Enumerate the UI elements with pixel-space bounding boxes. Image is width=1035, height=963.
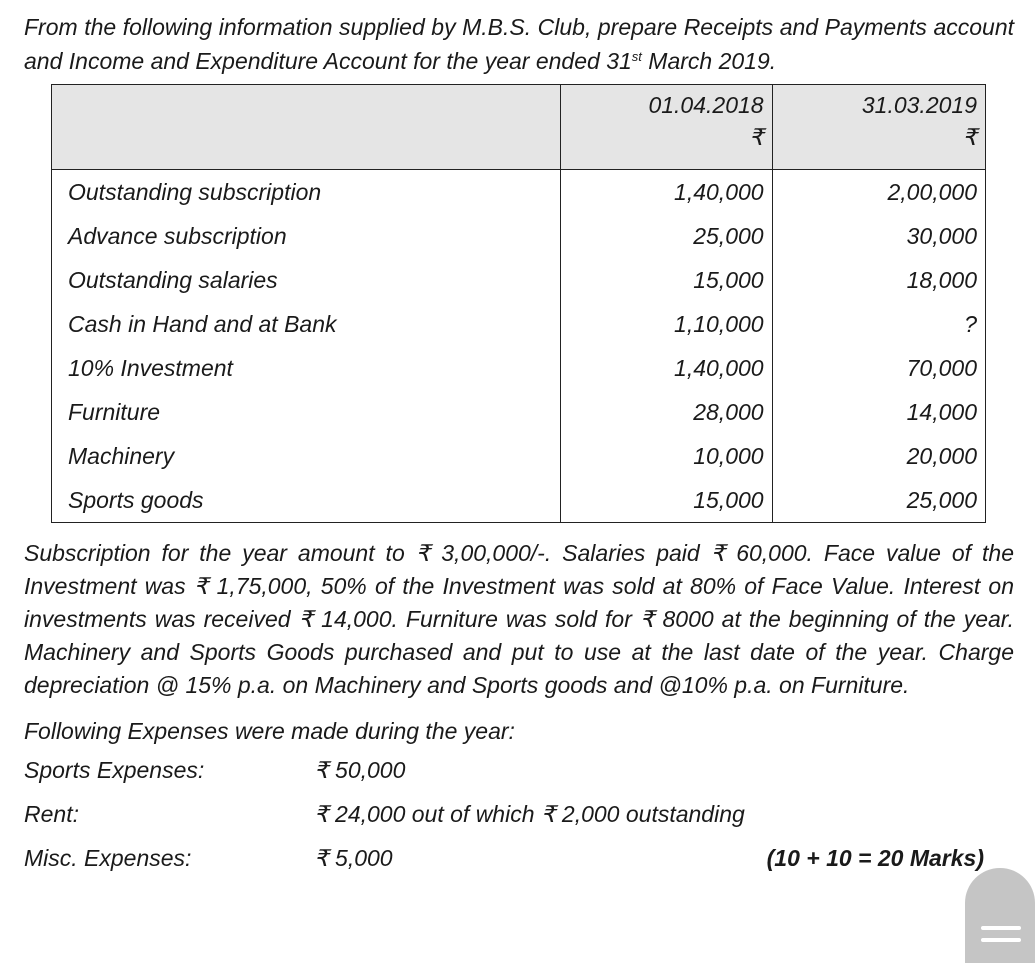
row-label: Cash in Hand and at Bank [52, 302, 561, 346]
row-opening-value: 1,40,000 [561, 346, 772, 390]
row-opening-value: 15,000 [561, 258, 772, 302]
question-page [24, 10, 1014, 880]
table-row [52, 434, 986, 478]
row-closing-value: 20,000 [772, 434, 985, 478]
row-closing-value: ? [772, 302, 985, 346]
row-opening-value: 10,000 [561, 434, 772, 478]
menu-icon-bar [981, 938, 1021, 942]
header-opening [561, 85, 772, 170]
question-notes: Subscription for the year amount to ₹ 3,00,000/-. Salaries paid ₹ 60,000. Face value of the Investment was ₹ 1,75,000, 50% of the Investment was sold at 80% of Face Value. Interest on investments was received ₹ 14,000. Furniture was sold for ₹ 8000 at the beginning of the year. Machinery and Sports Goods purchased and put to use at the last date of the year. Charge depreciation @ 15% p.a. on Machinery and Sports goods and @10% p.a. on Furniture. [24, 540, 1014, 698]
row-label: Advance subscription [52, 214, 561, 258]
marks-label: (10 + 10 = 20 Marks) [766, 844, 984, 871]
expense-label: Sports Expenses: [24, 756, 205, 783]
row-label: Outstanding salaries [52, 258, 561, 302]
expense-label: Misc. Expenses: [24, 844, 192, 871]
expense-value: ₹ 50,000 [314, 756, 406, 783]
intro-text: From the following information supplied by M.B.S. Club, prepare Receipts and Payments account and Income and Expenditure Account for the year ended 31 [24, 14, 1014, 74]
row-label: 10% Investment [52, 346, 561, 390]
menu-button[interactable] [965, 868, 1035, 963]
row-closing-value: 25,000 [772, 478, 985, 523]
balances-table [51, 84, 986, 523]
row-label: Machinery [52, 434, 561, 478]
table-row [52, 390, 986, 434]
row-closing-value: 18,000 [772, 258, 985, 302]
table-header-row [52, 85, 986, 170]
header-closing-unit: ₹ [962, 124, 977, 150]
header-closing [772, 85, 985, 170]
expense-row [24, 792, 1014, 836]
row-label: Outstanding subscription [52, 170, 561, 215]
header-opening-unit: ₹ [748, 124, 764, 150]
row-closing-value: 70,000 [772, 346, 985, 390]
table-row [52, 302, 986, 346]
row-closing-value: 2,00,000 [772, 170, 985, 215]
row-label: Furniture [52, 390, 561, 434]
table-row [52, 214, 986, 258]
header-opening-date: 01.04.2018 [648, 92, 764, 118]
row-label: Sports goods [52, 478, 561, 523]
row-opening-value: 1,10,000 [561, 302, 772, 346]
row-opening-value: 28,000 [561, 390, 772, 434]
table-row [52, 258, 986, 302]
expense-row [24, 748, 1014, 792]
question-intro [24, 10, 1014, 78]
header-blank-cell [52, 85, 561, 170]
header-closing-date: 31.03.2019 [861, 92, 977, 118]
row-opening-value: 1,40,000 [561, 170, 772, 215]
expenses-heading: Following Expenses were made during the year: [24, 718, 515, 744]
row-opening-value: 25,000 [561, 214, 772, 258]
intro-text-end: March 2019. [641, 48, 777, 74]
expense-value: ₹ 5,000 [314, 844, 393, 871]
table-row [52, 346, 986, 390]
menu-icon [981, 926, 1021, 930]
table-row [52, 478, 986, 523]
table-row [52, 170, 986, 215]
expense-value: ₹ 24,000 out of which ₹ 2,000 outstanding [314, 800, 745, 827]
row-closing-value: 30,000 [772, 214, 985, 258]
expense-label: Rent: [24, 800, 79, 827]
intro-superscript: st [631, 49, 642, 64]
row-opening-value: 15,000 [561, 478, 772, 523]
expense-row [24, 836, 1014, 880]
row-closing-value: 14,000 [772, 390, 985, 434]
